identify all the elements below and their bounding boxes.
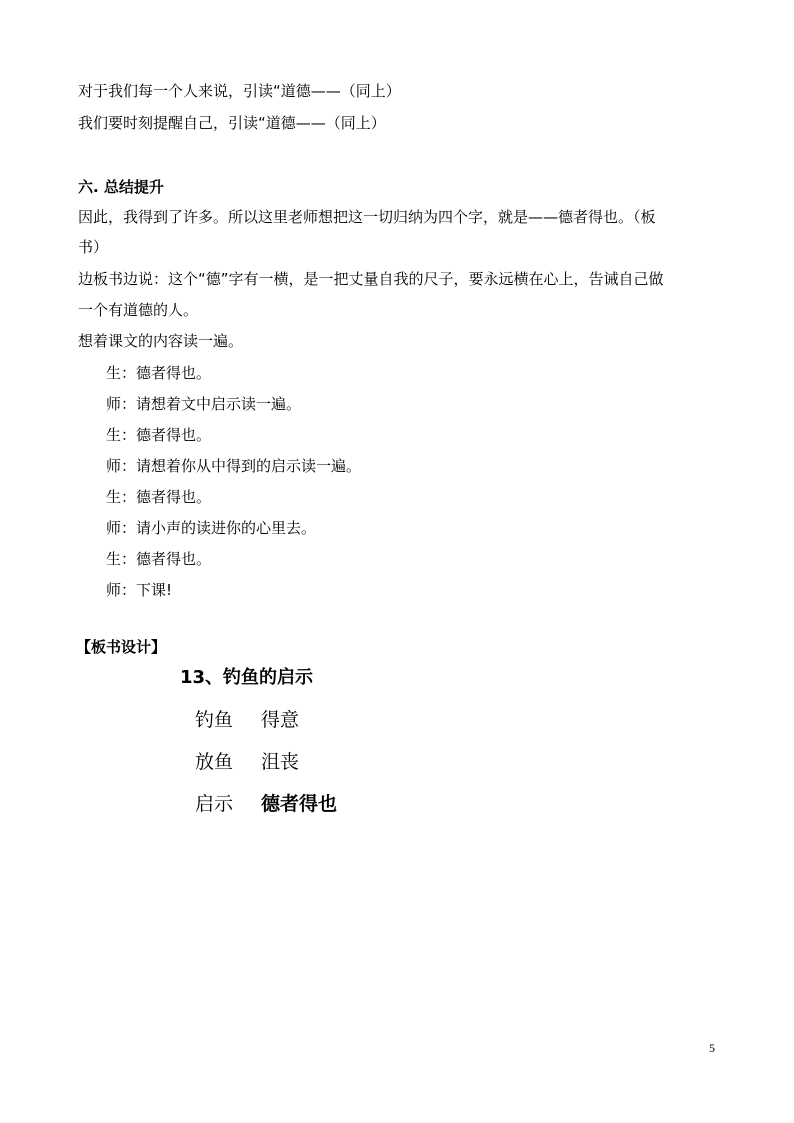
dialogue-line: 生：德者得也。 bbox=[106, 426, 212, 444]
dialogue-line: 生：德者得也。 bbox=[106, 550, 212, 568]
dialogue-line: 生：德者得也。 bbox=[106, 364, 212, 382]
paragraph-line: 我们要时刻提醒自己，引读“道德——（同上） bbox=[78, 114, 386, 132]
paragraph-line: 因此，我得到了许多。所以这里老师想把这一切归纳为四个字，就是——德者得也。（板 bbox=[78, 208, 656, 226]
page-number: 5 bbox=[709, 1041, 715, 1055]
dialogue-line: 生：德者得也。 bbox=[106, 488, 212, 506]
dialogue-line: 师：请小声的读进你的心里去。 bbox=[106, 519, 317, 537]
dialogue-line: 师：下课! bbox=[106, 581, 173, 599]
board-row-left: 启示 bbox=[195, 793, 234, 815]
dialogue-line: 师：请想着文中启示读一遍。 bbox=[106, 395, 302, 413]
board-row-right: 沮丧 bbox=[261, 751, 300, 773]
board-row bbox=[195, 749, 299, 775]
board-row-right: 得意 bbox=[261, 709, 300, 731]
paragraph-line: 一个有道德的人。 bbox=[78, 301, 199, 319]
paragraph-line: 边板书边说：这个“德”字有一横，是一把丈量自我的尺子，要永远横在心上，告诫自己做 bbox=[78, 270, 664, 288]
section-heading: 六. 总结提升 bbox=[78, 178, 164, 196]
board-row-left: 钓鱼 bbox=[195, 709, 234, 731]
board-row-right: 德者得也 bbox=[261, 793, 338, 815]
paragraph-line: 对于我们每一个人来说，引读“道德——（同上） bbox=[78, 82, 401, 100]
board-title: 13、钓鱼的启示 bbox=[180, 667, 314, 688]
board-row-left: 放鱼 bbox=[195, 751, 234, 773]
paragraph-line: 书） bbox=[78, 238, 109, 256]
board-row bbox=[195, 791, 337, 817]
board-row bbox=[195, 707, 299, 733]
dialogue-line: 师：请想着你从中得到的启示读一遍。 bbox=[106, 457, 362, 475]
paragraph-line: 想着课文的内容读一遍。 bbox=[78, 332, 244, 350]
board-design-heading: 【板书设计】 bbox=[76, 638, 167, 656]
